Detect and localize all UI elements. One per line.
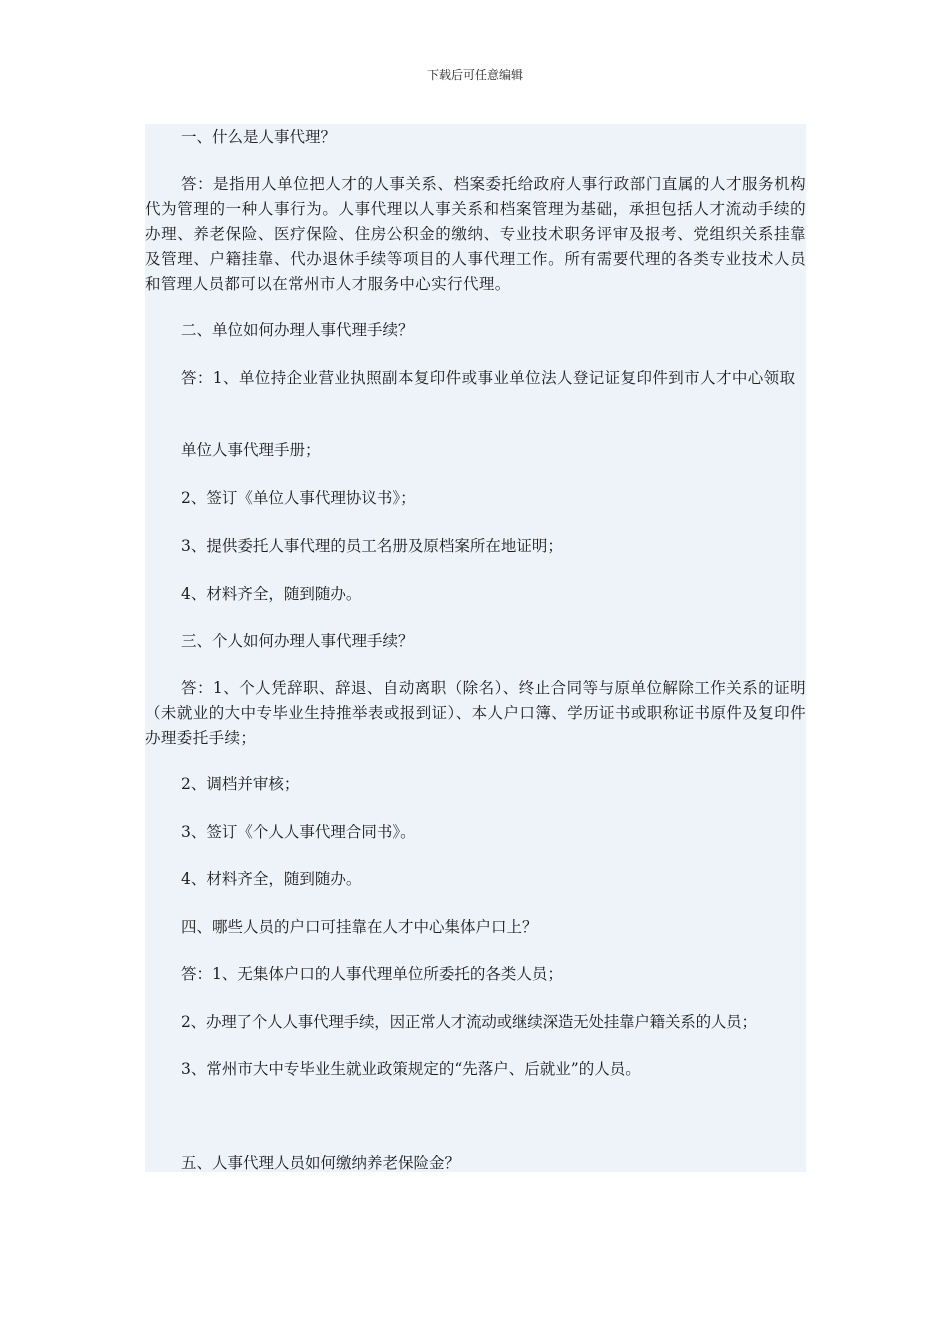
answer-4-step-3: 3、常州市大中专毕业生就业政策规定的“先落户、后就业”的人员。 <box>181 1060 641 1078</box>
question-2: 二、单位如何办理人事代理手续？ <box>181 321 414 339</box>
question-5: 五、人事代理人员如何缴纳养老保险金？ <box>181 1154 461 1172</box>
answer-3-step-2: 2、调档并审核； <box>181 775 300 793</box>
answer-2-step-4: 4、材料齐全，随到随办。 <box>181 585 362 603</box>
question-4: 四、哪些人员的户口可挂靠在人才中心集体户口上？ <box>181 918 538 936</box>
answer-2-step-3: 3、提供委托人事代理的员工名册及原档案所在地证明； <box>181 537 563 555</box>
answer-1: 答：是指用人单位把人才的人事关系、档案委托给政府人事行政部门直属的人才服务机构代为管理的一种人事行为。人事代理以人事关系和档案管理为基础，承担包括人才流动手续的办理、养老保险、医疗保险、住房公积金的缴纳、专业技术职务评审及报考、党组织关系挂靠及管理、户籍挂靠、代办退休手续等项目的人事代理工作。所有需要代理的各类专业技术人员和管理人员都可以在常州市人才服务中心实行代理。 <box>145 175 806 293</box>
answer-4-step-1: 答：1、无集体户口的人事代理单位所委托的各类人员； <box>181 965 563 983</box>
answer-3-step-3: 3、签订《个人人事代理合同书》。 <box>181 823 416 841</box>
question-3: 三、个人如何办理人事代理手续？ <box>181 632 414 650</box>
header-note: 下载后可任意编辑 <box>426 68 523 82</box>
answer-3-step-4: 4、材料齐全，随到随办。 <box>181 870 362 888</box>
answer-4-step-2: 2、办理了个人人事代理手续，因正常人才流动或继续深造无处挂靠户籍关系的人员； <box>181 1013 757 1031</box>
document-body <box>145 124 806 1172</box>
answer-2-step-1: 答：1、单位持企业营业执照副本复印件或事业单位法人登记证复印件到市人才中心领取 <box>181 369 796 387</box>
answer-3-step-1: 答：1、个人凭辞职、辞退、自动离职（除名）、终止合同等与原单位解除工作关系的证明（未就业的大中专毕业生持推举表或报到证）、本人户口簿、学历证书或职称证书原件及复印件办理委托手续； <box>145 679 806 747</box>
answer-2-step-2: 2、签订《单位人事代理协议书》； <box>181 489 416 507</box>
question-1: 一、什么是人事代理？ <box>181 128 337 146</box>
answer-2-step-1-continued: 单位人事代理手册； <box>181 441 321 459</box>
